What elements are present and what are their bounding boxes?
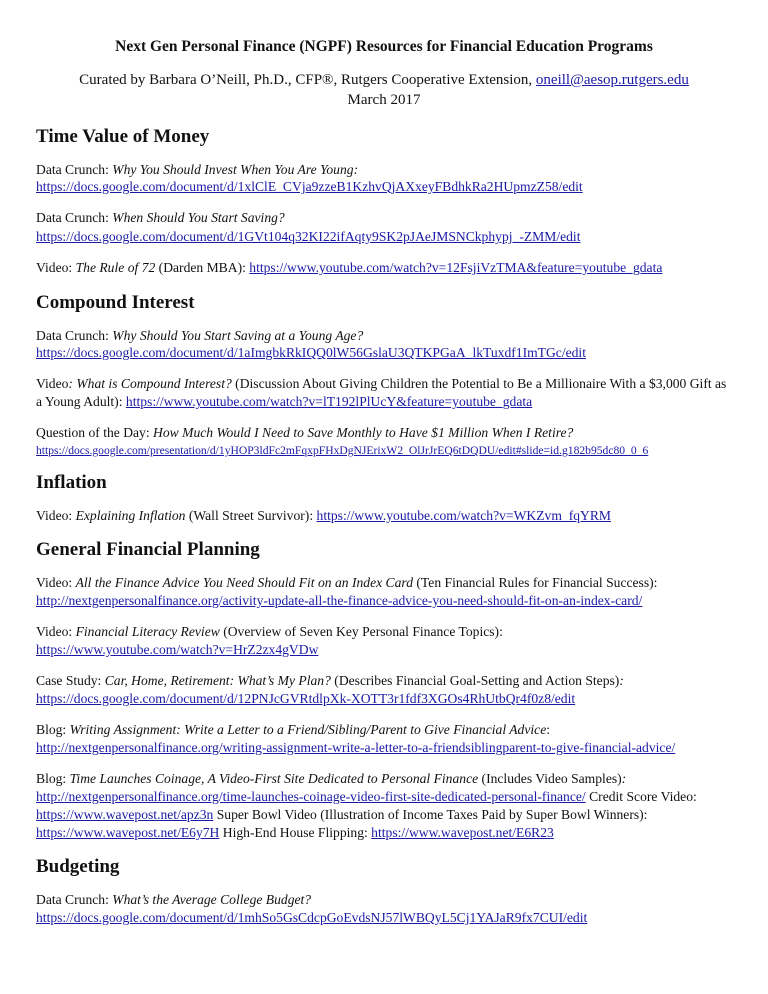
resource-note: (Describes Financial Goal-Setting and Action Steps) — [330, 673, 620, 688]
section-heading-time-value: Time Value of Money — [36, 126, 210, 147]
resource-link[interactable]: https://docs.google.com/presentation/d/1yHOP3ldFc2mFqxpFHxDgNJErixW2_OlJrJrEQ6tDQDU/edit#slide=id.g182b95dc80_0_6 — [36, 444, 649, 457]
resource-title: How Much Would I Need to Save Monthly to Have $1 Million When I Retire? — [153, 425, 574, 440]
resource-link[interactable]: https://docs.google.com/document/d/1xlClE_CVja9zzeB1KzhvQjAXxeyFBdhkRa2HUpmzZ58/edit — [36, 179, 583, 194]
resource-title: Time Launches Coinage, A Video-First Site Dedicated to Personal Finance — [69, 771, 479, 786]
curator-text: Curated by Barbara O’Neill, Ph.D., CFP®, Rutgers Cooperative Extension, — [79, 72, 536, 88]
resource-link[interactable]: https://www.wavepost.net/apz3n — [36, 807, 214, 822]
resource-type: Blog: — [36, 722, 70, 737]
resource-title: Car, Home, Retirement: What’s My Plan? — [104, 673, 331, 688]
resource-note: Credit Score Video: — [585, 789, 697, 804]
resource-link[interactable]: https://www.youtube.com/watch?v=lT192lPlUcY&feature=youtube_gdata — [125, 394, 533, 409]
resource-type: Data Crunch: — [36, 162, 113, 177]
resource-type: Question of the Day: — [36, 425, 154, 440]
resource-title: Writing Assignment: Write a Letter to a Friend/Sibling/Parent to Give Financial Advice — [69, 722, 547, 737]
resource-label — [36, 575, 657, 591]
resource-title: Why You Should Invest When You Are Young: — [112, 162, 359, 177]
resource-type: Data Crunch: — [36, 328, 113, 343]
resource-link[interactable]: https://www.youtube.com/watch?v=WKZvm_fqYRM — [316, 508, 611, 523]
resource-label — [36, 425, 573, 441]
resource-label — [36, 162, 358, 178]
resource-link[interactable]: http://nextgenpersonalfinance.org/activity-update-all-the-finance-advice-you-need-should-fit-on-an-index-card/ — [36, 593, 643, 608]
resource-title: : What is Compound Interest? — [68, 376, 232, 391]
resource-label — [36, 328, 363, 344]
resource-label — [36, 260, 662, 276]
email-link[interactable]: oneill@aesop.rutgers.edu — [535, 72, 689, 88]
resource-type: Data Crunch: — [36, 892, 113, 907]
resource-label — [36, 624, 503, 640]
resource-type: Video — [36, 376, 69, 391]
resource-type: Video: — [36, 260, 76, 275]
resource-note: (Wall Street Survivor): — [185, 508, 317, 523]
resource-label — [36, 673, 624, 689]
resource-label-cont — [36, 394, 532, 410]
resource-label — [36, 771, 626, 787]
resource-link[interactable]: https://www.wavepost.net/E6y7H — [36, 825, 220, 840]
resource-note: Super Bowl Video (Illustration of Income Taxes Paid by Super Bowl Winners): — [213, 807, 648, 822]
resource-link[interactable]: https://www.youtube.com/watch?v=12FsjiVzTMA&feature=youtube_gdata — [249, 260, 663, 275]
resource-type: Data Crunch: — [36, 210, 113, 225]
resource-colon: : — [619, 673, 624, 688]
document-date: March 2017 — [347, 92, 421, 108]
resource-title: Financial Literacy Review — [75, 624, 220, 639]
resource-type: Video: — [36, 624, 76, 639]
resource-link[interactable]: https://docs.google.com/document/d/12PNJcGVRtdlpXk-XOTT3r1fdf3XGOs4RhUtbQr4f0z8/edit — [36, 691, 576, 706]
resource-link-row — [36, 807, 647, 823]
resource-title: All the Finance Advice You Need Should Fit on an Index Card — [75, 575, 413, 590]
resource-note: (Discussion About Giving Children the Potential to Be a Millionaire With a $3,000 Gift as — [231, 376, 727, 391]
resource-note: (Overview of Seven Key Personal Finance Topics): — [219, 624, 503, 639]
resource-label — [36, 376, 726, 392]
resource-label — [36, 210, 285, 226]
document-title: Next Gen Personal Finance (NGPF) Resources for Financial Education Programs — [115, 38, 653, 55]
resource-type: Video: — [36, 575, 76, 590]
resource-title: Explaining Inflation — [75, 508, 186, 523]
resource-note: (Includes Video Samples) — [478, 771, 622, 786]
resource-type: Case Study: — [36, 673, 105, 688]
resource-label — [36, 508, 611, 524]
resource-note: (Ten Financial Rules for Financial Success): — [413, 575, 658, 590]
section-heading-compound-interest: Compound Interest — [36, 292, 195, 313]
resource-link[interactable]: http://nextgenpersonalfinance.org/time-launches-coinage-video-first-site-dedicated-personal-finance/ — [36, 789, 586, 804]
resource-title: Why Should You Start Saving at a Young Age? — [112, 328, 364, 343]
resource-note: (Darden MBA): — [155, 260, 250, 275]
resource-note: a Young Adult): — [36, 394, 126, 409]
resource-title: When Should You Start Saving? — [112, 210, 285, 225]
section-heading-budgeting: Budgeting — [36, 856, 120, 877]
resource-colon: : — [621, 771, 627, 786]
resource-link[interactable]: https://docs.google.com/document/d/1mhSo5GsCdcpGoEvdsNJ57lWBQyL5Cj1YAJaR9fx7CUI/edit — [36, 910, 588, 925]
resource-note: High-End House Flipping: — [219, 825, 372, 840]
resource-label — [36, 892, 311, 908]
section-heading-financial-planning: General Financial Planning — [36, 539, 260, 560]
curator-line — [0, 72, 768, 89]
resource-label — [36, 722, 550, 738]
section-heading-inflation: Inflation — [36, 472, 107, 493]
resource-colon: : — [546, 722, 551, 737]
resource-title: The Rule of 72 — [75, 260, 156, 275]
resource-link-row — [36, 789, 697, 805]
resource-link[interactable]: https://docs.google.com/document/d/1GVt104q32KI22ifAqty9SK2pJAeJMSNCkphypj_-ZMM/edit — [36, 229, 581, 244]
resource-link[interactable]: https://docs.google.com/document/d/1aImgbkRkIQQ0lW56GslaU3QTKPGaA_lkTuxdf1ImTGc/edit — [36, 345, 586, 360]
resource-link[interactable]: https://www.wavepost.net/E6R23 — [371, 825, 554, 840]
resource-type: Video: — [36, 508, 76, 523]
resource-link[interactable]: http://nextgenpersonalfinance.org/writing-assignment-write-a-letter-to-a-friendsiblingparent-to-give-financial-advice/ — [36, 740, 676, 755]
resource-title: What’s the Average College Budget? — [112, 892, 312, 907]
resource-type: Blog: — [36, 771, 70, 786]
resource-link[interactable]: https://www.youtube.com/watch?v=HrZ2zx4gVDw — [36, 642, 319, 657]
resource-link-row — [36, 825, 554, 841]
